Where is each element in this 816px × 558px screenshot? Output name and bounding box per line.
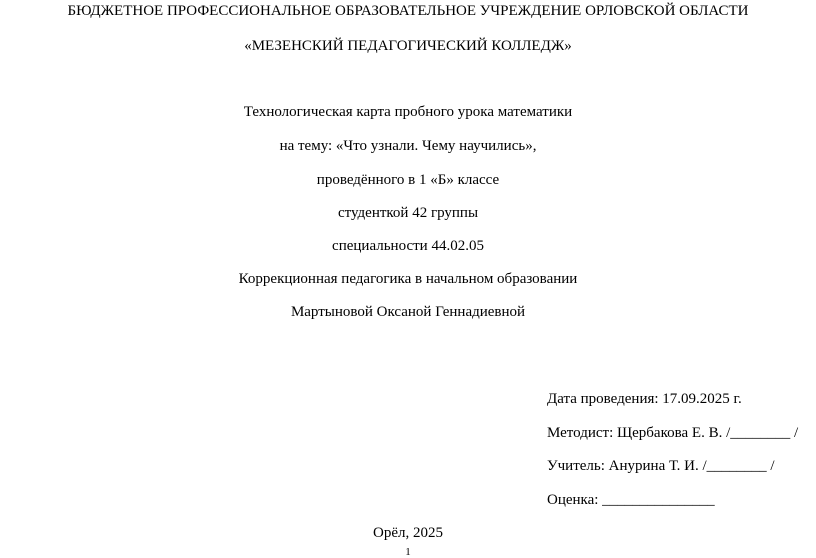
title-line-4: студенткой 42 группы (337, 205, 479, 221)
methodist-signature: Методист: Щербакова Е. В. /________ / (547, 425, 799, 441)
page-number: 1 (405, 546, 411, 558)
title-line-1: Технологическая карта пробного урока математики (243, 104, 573, 120)
title-line-5: специальности 44.02.05 (332, 238, 484, 254)
title-line-2: на тему: «Что узнали. Чему научились», (279, 138, 537, 154)
student-name: Мартыновой Оксаной Геннадиевной (290, 304, 526, 320)
title-line-6: Коррекционная педагогика в начальном образовании (238, 271, 578, 287)
lesson-date: Дата проведения: 17.09.2025 г. (547, 391, 742, 407)
institution-name: БЮДЖЕТНОЕ ПРОФЕССИОНАЛЬНОЕ ОБРАЗОВАТЕЛЬНОЕ УЧРЕЖДЕНИЕ ОРЛОВСКОЙ ОБЛАСТИ (67, 3, 749, 19)
city-year: Орёл, 2025 (373, 525, 443, 541)
grade-field: Оценка: _______________ (547, 492, 715, 508)
title-line-3: проведённого в 1 «Б» классе (316, 172, 500, 188)
college-name: «МЕЗЕНСКИЙ ПЕДАГОГИЧЕСКИЙ КОЛЛЕДЖ» (244, 38, 572, 54)
teacher-signature: Учитель: Анурина Т. И. /________ / (547, 458, 775, 474)
